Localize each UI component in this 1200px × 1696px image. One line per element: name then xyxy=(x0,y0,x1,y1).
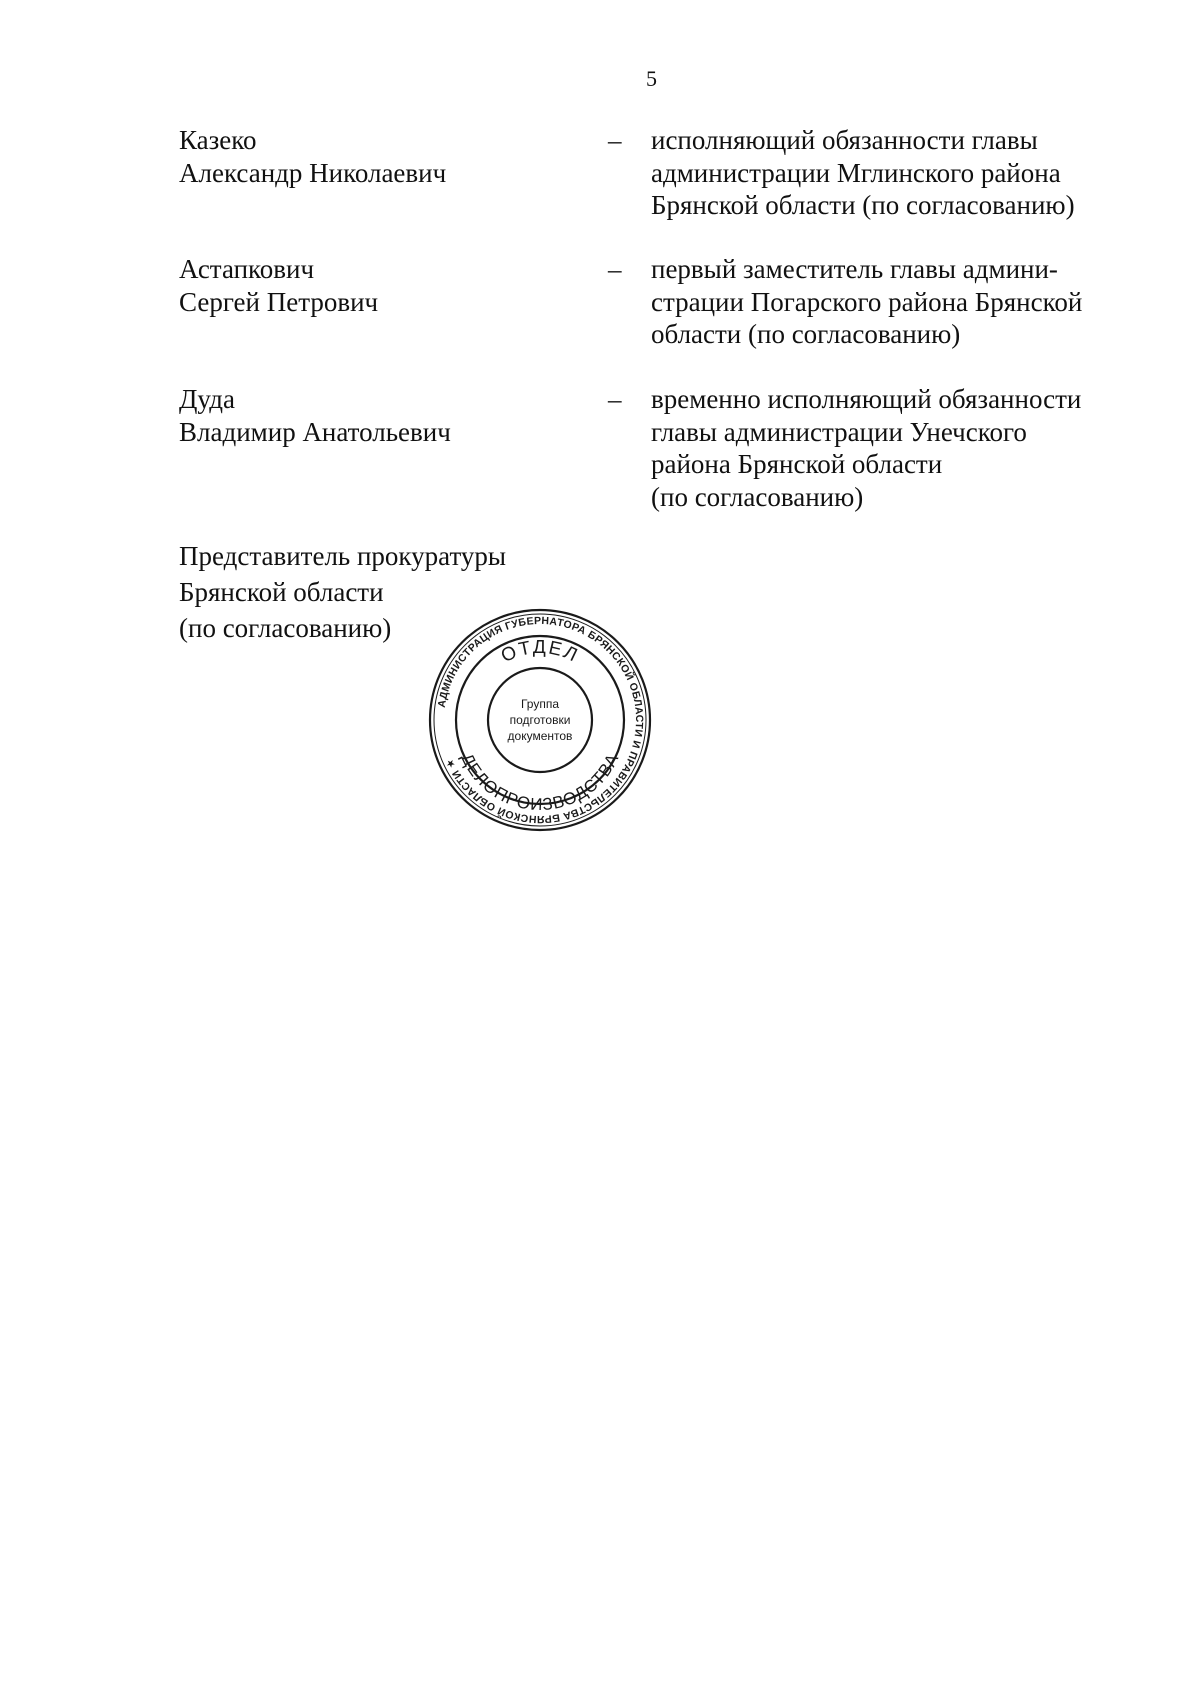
dash-separator: – xyxy=(608,384,622,414)
dash-separator: – xyxy=(608,254,622,284)
member-name xyxy=(179,124,579,189)
position-line: первый заместитель главы админи- xyxy=(651,254,1058,284)
position-line: страции Погарского района Брянской xyxy=(651,286,1083,317)
stamp-outer-text: АДМИНИСТРАЦИЯ ГУБЕРНАТОРА БРЯНСКОЙ ОБЛАСТИ И ПРАВИТЕЛЬСТВА БРЯНСКОЙ ОБЛАСТИ ★ xyxy=(435,614,646,826)
representative-line: (по согласованию) xyxy=(179,613,392,643)
dash-separator: – xyxy=(608,125,622,155)
position-line: главы администрации Унечского xyxy=(651,416,1027,447)
stamp-center-line: документов xyxy=(507,729,573,743)
page-number: 5 xyxy=(646,66,657,91)
position-line: временно исполняющий обязанности xyxy=(651,384,1082,414)
representative-line: Брянской области xyxy=(179,577,384,607)
position-line: исполняющий обязанности главы xyxy=(651,125,1038,155)
member-position xyxy=(651,124,1121,222)
stamp-seal-graphic xyxy=(425,605,655,835)
member-first-names: Сергей Петрович xyxy=(179,286,379,317)
member-name xyxy=(179,383,579,448)
stamp-ring-bottom: ДЕЛОПРОИЗВОДСТВА xyxy=(457,750,623,815)
member-surname: Дуда xyxy=(179,384,235,414)
member-surname: Астапкович xyxy=(179,254,315,284)
member-name xyxy=(179,253,579,318)
position-line: Брянской области (по согласованию) xyxy=(651,190,1075,220)
stamp-center-line: Группа xyxy=(520,697,560,711)
member-first-names: Александр Николаевич xyxy=(179,157,447,188)
member-position xyxy=(651,253,1121,351)
member-first-names: Владимир Анатольевич xyxy=(179,416,451,447)
stamp-center-line: подготовки xyxy=(509,713,571,727)
stamp-ring-top: ОТДЕЛ xyxy=(498,636,583,668)
member-surname: Казеко xyxy=(179,125,257,155)
position-line: района Брянской области xyxy=(651,449,943,479)
position-line: (по согласованию) xyxy=(651,481,864,512)
official-stamp xyxy=(425,605,655,835)
representative-line: Представитель прокуратуры xyxy=(179,541,507,571)
position-line: администрации Мглинского района xyxy=(651,157,1061,188)
position-line: области (по согласованию) xyxy=(651,319,961,349)
member-position xyxy=(651,383,1121,513)
